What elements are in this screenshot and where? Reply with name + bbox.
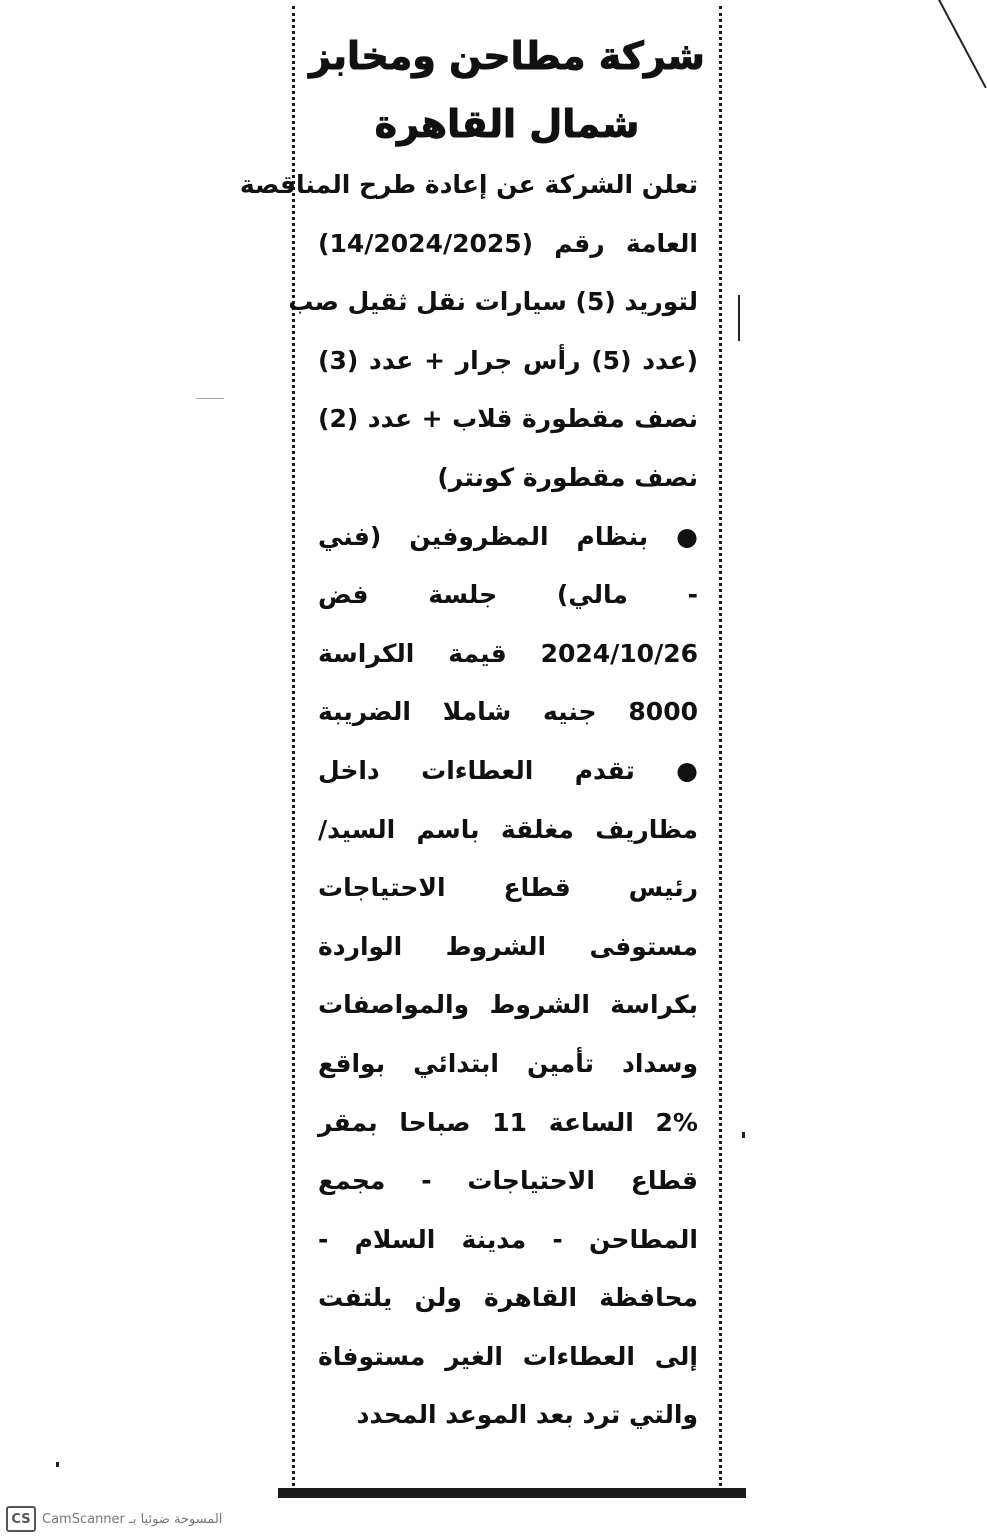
body-line: وسداد تأمين ابتدائي بواقع — [318, 1048, 698, 1078]
body-line: 2% الساعة 11 صباحا بمقر — [318, 1107, 698, 1137]
scan-dot — [196, 398, 224, 399]
body-line: لتوريد (5) سيارات نقل ثقيل صب — [288, 287, 698, 317]
body-line: والتي ترد بعد الموعد المحدد — [356, 1400, 698, 1430]
ad-title — [300, 22, 714, 158]
body-line: ● بنظام المظروفين (فني — [318, 521, 698, 551]
scan-dot — [56, 1462, 59, 1467]
body-line: محافظة القاهرة ولن يلتفت — [318, 1283, 698, 1313]
body-line: (عدد (5) رأس جرار + عدد (3) — [318, 345, 698, 375]
body-line: نصف مقطورة كونتر) — [437, 462, 698, 492]
body-line: 2024/10/26 قيمة الكراسة — [318, 638, 698, 668]
body-line: ● تقدم العطاءات داخل — [318, 755, 698, 785]
body-line: نصف مقطورة قلاب + عدد (2) — [318, 404, 698, 434]
body-line: مظاريف مغلقة باسم السيد/ — [318, 814, 698, 844]
company-region: شمال القاهرة — [374, 102, 640, 146]
body-line: المطاحن - مدينة السلام - — [318, 1224, 698, 1254]
body-line: بكراسة الشروط والمواصفات — [318, 990, 698, 1020]
camscanner-text: المسوحة ضوئيا بـ CamScanner — [42, 1511, 223, 1527]
scan-mark-vertical — [738, 295, 740, 341]
company-name: شركة مطاحن ومخابز — [309, 34, 705, 78]
scan-corner-line — [938, 0, 987, 88]
body-line: - مالي) جلسة فض — [318, 580, 698, 610]
ad-body — [239, 156, 698, 1445]
body-line: مستوفى الشروط الواردة — [318, 931, 698, 961]
body-line: تعلن الشركة عن إعادة طرح المناقصة — [239, 170, 698, 199]
body-line: العامة رقم (14/2024/2025) — [318, 228, 698, 258]
scan-dot — [742, 1132, 745, 1138]
body-line: 8000 جنيه شاملا الضريبة — [318, 697, 698, 727]
body-line: قطاع الاحتياجات - مجمع — [318, 1166, 698, 1196]
camscanner-logo-icon: CS — [6, 1506, 36, 1532]
ad-bottom-bar — [278, 1488, 746, 1498]
body-line: إلى العطاءات الغير مستوفاة — [318, 1341, 698, 1371]
camscanner-watermark — [6, 1504, 222, 1534]
body-line: رئيس قطاع الاحتياجات — [318, 873, 698, 903]
